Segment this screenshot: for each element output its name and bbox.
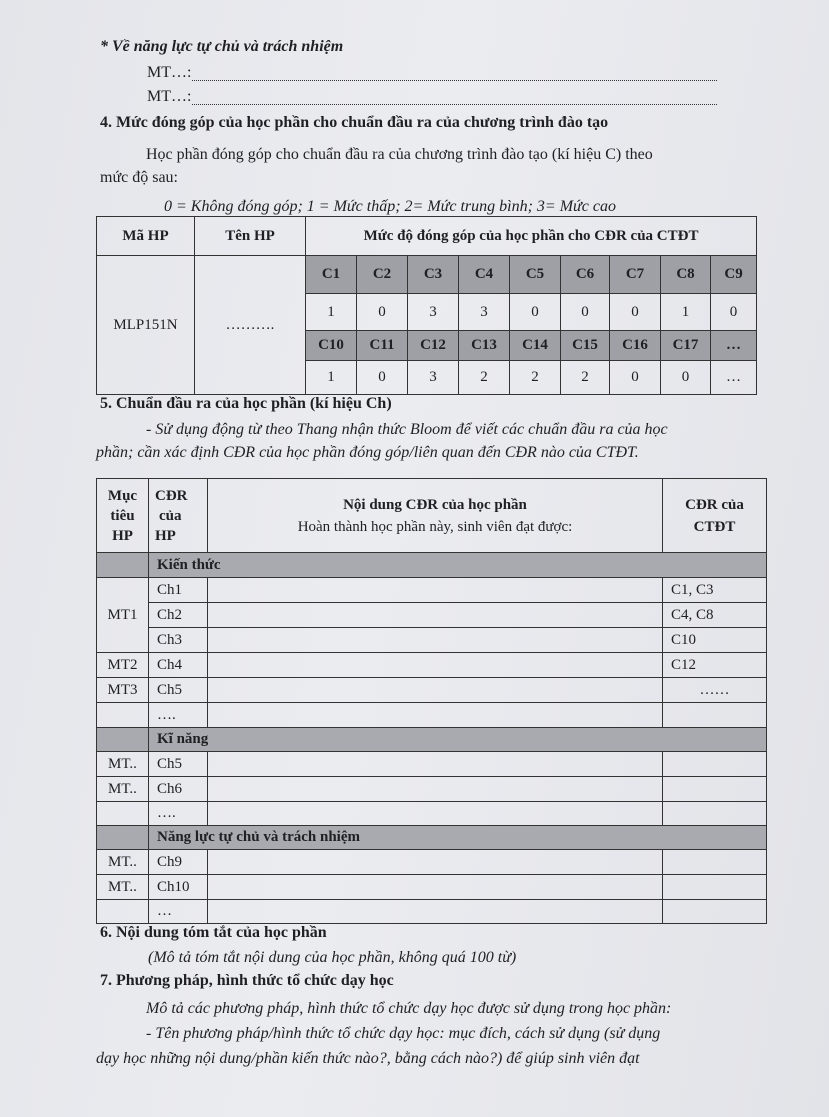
level-value-cell: 3	[408, 294, 459, 331]
outcome-cell: Ch1	[149, 578, 208, 603]
outcome-header-cell: C8	[661, 256, 711, 294]
outcome-header-cell: C7	[610, 256, 661, 294]
section-5-heading: 5. Chuẩn đầu ra của học phần (kí hiệu Ch)	[100, 395, 392, 412]
level-value-cell: 3	[459, 294, 510, 331]
table-row	[97, 653, 767, 678]
outcome-header-cell: C13	[459, 331, 510, 361]
content-cell	[208, 752, 663, 777]
goal-cell: MT..	[97, 777, 149, 802]
outcome-header-cell: C17	[661, 331, 711, 361]
section-7-heading: 7. Phương pháp, hình thức tổ chức dạy học	[100, 972, 394, 989]
course-name: ……….	[195, 256, 306, 395]
level-value-cell: 0	[610, 361, 661, 395]
outcome-cell: Ch5	[149, 678, 208, 703]
header-outcome	[149, 479, 208, 553]
outcome-header-cell: C12	[408, 331, 459, 361]
group-row-knowledge	[97, 553, 767, 578]
program-cell	[663, 703, 767, 728]
header-program-line: CĐR của	[685, 496, 744, 513]
outcome-cell: Ch10	[149, 875, 208, 900]
group-cell	[97, 553, 149, 578]
level-value-cell: 0	[357, 361, 408, 395]
outcome-cell: Ch2	[149, 603, 208, 628]
outcome-header-cell: C5	[510, 256, 561, 294]
content-cell	[208, 777, 663, 802]
header-content	[208, 479, 663, 553]
section-5-note-line-1: - Sử dụng động từ theo Thang nhận thức Bloom để viết các chuẩn đầu ra của học	[146, 421, 668, 438]
program-cell	[663, 875, 767, 900]
level-value-cell: 1	[306, 361, 357, 395]
goal-cell	[97, 802, 149, 826]
content-cell	[208, 578, 663, 603]
content-cell	[208, 653, 663, 678]
level-value-cell: 0	[561, 294, 610, 331]
course-code: MLP151N	[97, 256, 195, 395]
outcome-header-cell: C10	[306, 331, 357, 361]
level-value-cell: 0	[510, 294, 561, 331]
outcome-header-cell: C11	[357, 331, 408, 361]
outcome-header-cell: C3	[408, 256, 459, 294]
content-cell	[208, 628, 663, 653]
goal-cell: MT3	[97, 678, 149, 703]
outcome-header-cell: C15	[561, 331, 610, 361]
outcome-cell: ….	[149, 703, 208, 728]
program-cell: C1, C3	[663, 578, 767, 603]
level-value-cell: 0	[357, 294, 408, 331]
outcome-cell: Ch5	[149, 752, 208, 777]
group-cell	[97, 728, 149, 752]
outcome-header-cell: C6	[561, 256, 610, 294]
section-7-line-1: Mô tả các phương pháp, hình thức tổ chức dạy học được sử dụng trong học phần:	[146, 1000, 672, 1017]
goal-cell	[97, 900, 149, 924]
autonomy-heading: * Về năng lực tự chủ và trách nhiệm	[100, 38, 344, 55]
outcome-header-cell: …	[711, 331, 757, 361]
contribution-table	[96, 216, 757, 395]
header-course-code: Mã HP	[97, 217, 195, 256]
outcome-header-cell: C1	[306, 256, 357, 294]
program-cell: C10	[663, 628, 767, 653]
program-cell	[663, 777, 767, 802]
level-value-cell: 1	[661, 294, 711, 331]
outcome-cell: …	[149, 900, 208, 924]
level-value-cell: 1	[306, 294, 357, 331]
dotted-line-2	[192, 104, 717, 105]
mt-line-1: MT…:	[147, 64, 192, 81]
contribution-legend: 0 = Không đóng góp; 1 = Mức thấp; 2= Mức trung bình; 3= Mức cao	[164, 198, 616, 215]
mt-line-2: MT…:	[147, 88, 192, 105]
content-cell	[208, 603, 663, 628]
table-row	[97, 703, 767, 728]
level-value-cell: …	[711, 361, 757, 395]
table-row	[97, 777, 767, 802]
level-value-cell: 0	[610, 294, 661, 331]
level-value-cell: 3	[408, 361, 459, 395]
section-7-line-2: - Tên phương pháp/hình thức tổ chức dạy học: mục đích, cách sử dụng (sử dụng	[146, 1025, 661, 1042]
program-cell	[663, 850, 767, 875]
header-goal-line: tiêu	[110, 507, 135, 524]
content-cell	[208, 875, 663, 900]
goal-cell: MT..	[97, 875, 149, 900]
outcome-cell: Ch3	[149, 628, 208, 653]
level-value-cell: 0	[711, 294, 757, 331]
goal-cell: MT2	[97, 653, 149, 678]
goal-cell	[97, 703, 149, 728]
table-row	[97, 256, 757, 294]
content-cell	[208, 703, 663, 728]
program-cell: C4, C8	[663, 603, 767, 628]
header-outcome-line: CĐR	[155, 487, 188, 504]
header-goal-line: HP	[112, 527, 133, 544]
group-row-skills	[97, 728, 767, 752]
learning-outcomes-table	[96, 478, 767, 924]
outcome-header-cell: C9	[711, 256, 757, 294]
table-row	[97, 603, 767, 628]
section-4-paragraph-line-1: Học phần đóng góp cho chuẩn đầu ra của chương trình đào tạo (kí hiệu C) theo	[146, 146, 653, 163]
table-row	[97, 678, 767, 703]
table-row	[97, 628, 767, 653]
header-contribution-level: Mức độ đóng góp của học phần cho CĐR của CTĐT	[306, 217, 757, 256]
outcome-header-cell: C14	[510, 331, 561, 361]
goal-cell: MT..	[97, 850, 149, 875]
table-row	[97, 752, 767, 777]
group-label: Kiến thức	[149, 553, 767, 578]
section-7-line-3: dạy học những nội dung/phần kiến thức nào?, bằng cách nào?) để giúp sinh viên đạt	[96, 1050, 640, 1067]
header-outcome-line: HP	[155, 527, 176, 544]
level-value-cell: 2	[561, 361, 610, 395]
outcome-header-cell: C16	[610, 331, 661, 361]
group-row-autonomy	[97, 826, 767, 850]
level-value-cell: 0	[661, 361, 711, 395]
header-program-line: CTĐT	[693, 518, 736, 535]
content-cell	[208, 678, 663, 703]
header-outcome-line: của	[159, 507, 182, 524]
section-4-heading: 4. Mức đóng góp của học phần cho chuẩn đầu ra của chương trình đào tạo	[100, 114, 609, 131]
program-cell	[663, 752, 767, 777]
section-6-heading: 6. Nội dung tóm tắt của học phần	[100, 924, 327, 941]
section-4-paragraph-line-2: mức độ sau:	[100, 169, 178, 186]
outcome-cell: Ch4	[149, 653, 208, 678]
goal-cell: MT..	[97, 752, 149, 777]
program-cell	[663, 900, 767, 924]
section-6-note: (Mô tả tóm tắt nội dung của học phần, không quá 100 từ)	[148, 949, 517, 966]
content-cell	[208, 900, 663, 924]
level-value-cell: 2	[510, 361, 561, 395]
header-program-outcome	[663, 479, 767, 553]
content-cell	[208, 850, 663, 875]
group-cell	[97, 826, 149, 850]
outcome-header-cell: C2	[357, 256, 408, 294]
outcome-cell: ….	[149, 802, 208, 826]
header-goal	[97, 479, 149, 553]
header-content-subtitle: Hoàn thành học phần này, sinh viên đạt được:	[297, 518, 573, 535]
group-label: Kĩ năng	[149, 728, 767, 752]
table-row	[97, 850, 767, 875]
table-row	[97, 578, 767, 603]
outcome-cell: Ch6	[149, 777, 208, 802]
header-goal-line: Mục	[107, 487, 138, 504]
table-row	[97, 802, 767, 826]
section-5-note-line-2: phần; cần xác định CĐR của học phần đóng góp/liên quan đến CĐR nào của CTĐT.	[96, 444, 639, 461]
goal-cell: MT1	[97, 578, 149, 653]
header-course-name: Tên HP	[195, 217, 306, 256]
group-label: Năng lực tự chủ và trách nhiệm	[149, 826, 767, 850]
program-cell: C12	[663, 653, 767, 678]
header-content-title: Nội dung CĐR của học phần	[343, 496, 527, 513]
program-cell	[663, 802, 767, 826]
table-row	[97, 900, 767, 924]
level-value-cell: 2	[459, 361, 510, 395]
outcome-header-cell: C4	[459, 256, 510, 294]
dotted-line-1	[192, 80, 717, 81]
program-cell: ……	[663, 678, 767, 703]
content-cell	[208, 802, 663, 826]
table-row	[97, 875, 767, 900]
outcome-cell: Ch9	[149, 850, 208, 875]
